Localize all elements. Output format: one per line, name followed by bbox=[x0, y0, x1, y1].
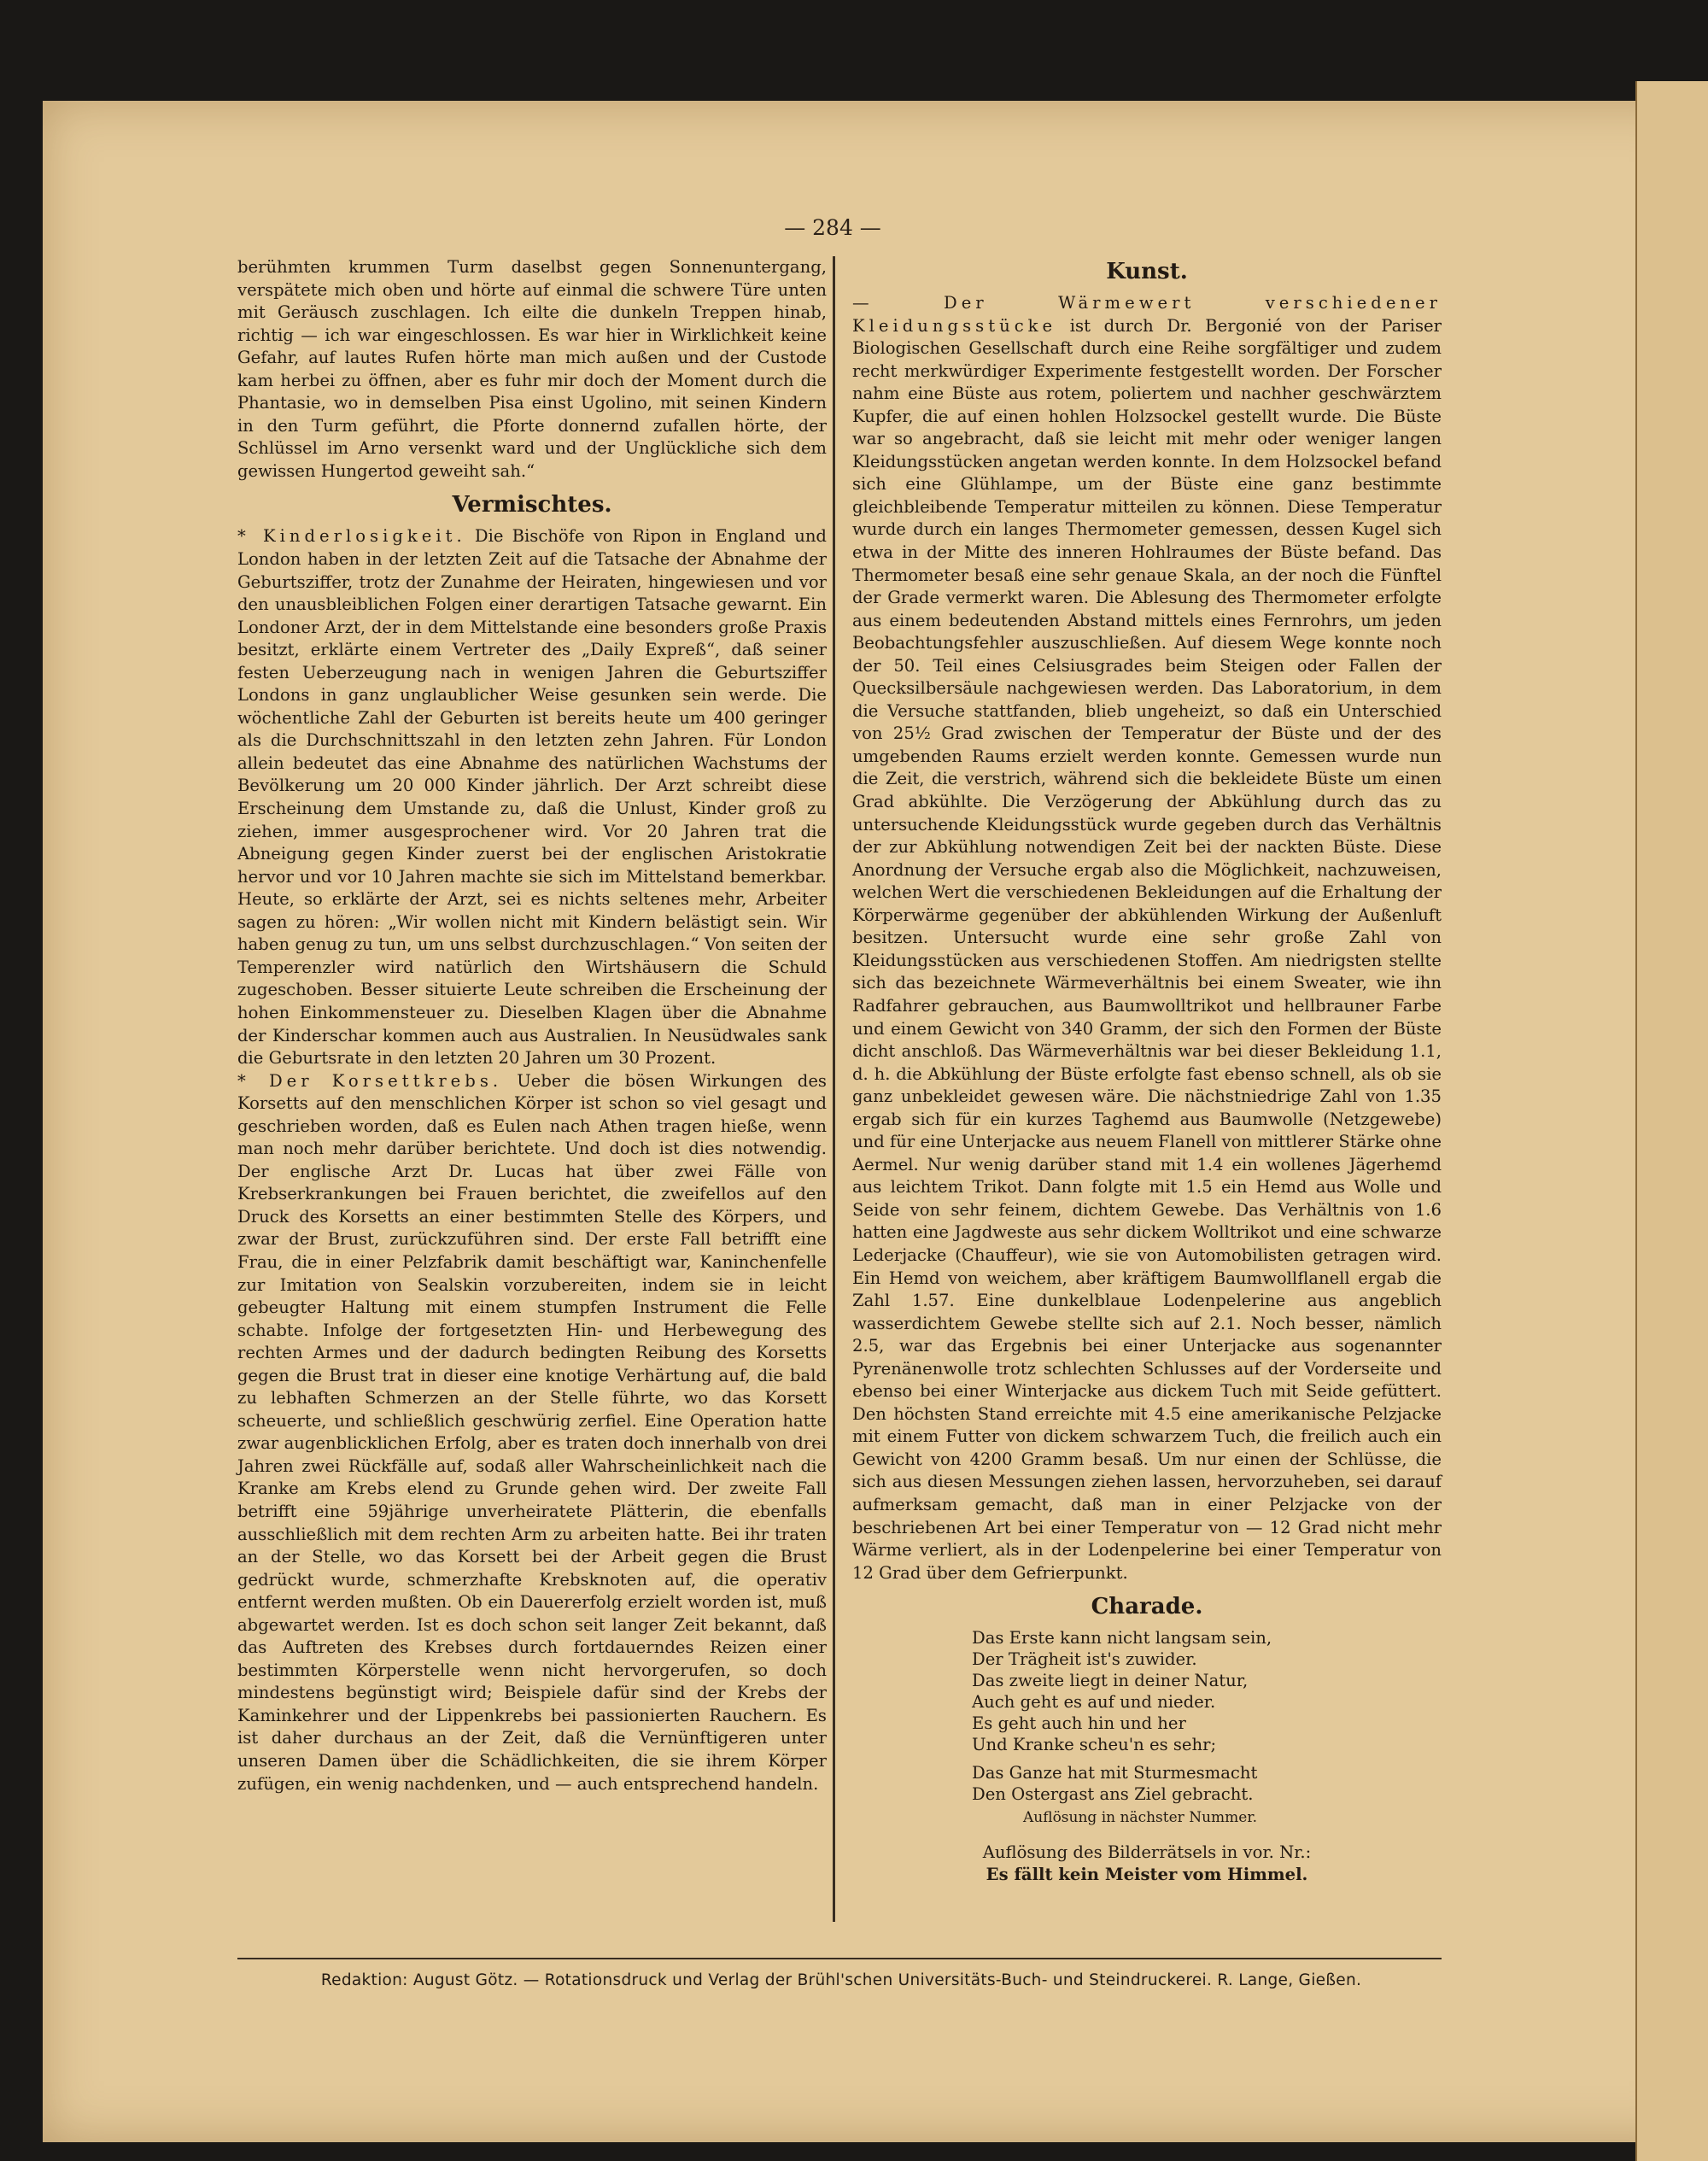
charade-line: Das Erste kann nicht langsam sein, bbox=[972, 1628, 1272, 1649]
charade-note: Auflösung in nächster Nummer. bbox=[1023, 1809, 1257, 1827]
charade-line: Es geht auch hin und her bbox=[972, 1713, 1186, 1734]
puzzle-solution-text: Es fällt kein Meister vom Himmel. bbox=[986, 1865, 1308, 1885]
charade-line: Auch geht es auf und nieder. bbox=[972, 1692, 1216, 1713]
charade-line: Der Trägheit ist's zuwider. bbox=[972, 1649, 1197, 1670]
puzzle-solution-title: Auflösung des Bilderrätsels in vor. Nr.: bbox=[982, 1842, 1312, 1862]
charade-line: Den Ostergast ans Ziel gebracht. bbox=[972, 1784, 1254, 1805]
column-divider bbox=[833, 256, 835, 1922]
section-heading-vermischtes: Vermischtes. bbox=[452, 492, 612, 518]
stanza-gap bbox=[972, 1755, 1442, 1762]
article-waermewert bbox=[852, 292, 1442, 1584]
article-kinderlosigkeit bbox=[237, 525, 827, 1069]
section-heading-kunst: Kunst. bbox=[1106, 259, 1188, 284]
article-title-waermewert: — Der Wärmewert verschiedener Kleidungsstücke bbox=[852, 293, 1442, 336]
article-title-kinderlosigkeit: * Kinderlosigkeit. bbox=[237, 526, 466, 547]
right-column bbox=[852, 256, 1442, 1887]
left-intro-paragraph: berühmten krummen Turm daselbst gegen Sonnenuntergang, verspätete mich oben und hörte auf einmal die schwere Türe unten mit Geräusch zuschlagen. Ich eilte die dunkeln Treppen hinab, richtig — ich war eingeschlossen. Es war hier in Wirklichkeit keine Gefahr, auf lautes Rufen hörte man mich außen und der Custode kam herbei zu öffnen, aber es fuhr mir doch der Moment durch die Phantasie, wo in demselben Pisa einst Ugolino, mit seinen Kindern in den Turm geführt, die Pforte donnernd zufallen hörte, der Schlüssel im Arno versenkt ward und der Unglückliche sich dem gewissen Hungertod geweiht sah.“ bbox=[237, 257, 827, 481]
imprint-footer: Redaktion: August Götz. — Rotationsdruck und Verlag der Brühl'schen Universitäts-Buch- und Steindruckerei. R. Lange, Gießen. bbox=[320, 1971, 1362, 1989]
charade-line: Das Ganze hat mit Sturmesmacht bbox=[972, 1763, 1258, 1783]
charade-line: Und Kranke scheu'n es sehr; bbox=[972, 1735, 1217, 1755]
article-text-kinderlosigkeit: Die Bischöfe von Ripon in England und London haben in der letzten Zeit auf die Tatsache der Abnahme der Geburtsziffer, trotz der Zunahme der Heiraten, hingewiesen und vor den unausbleiblichen Folgen einer derartigen Tatsache gewarnt. Ein Londoner Arzt, der in dem Mittelstande eine besonders große Praxis besitzt, erklärte einem Vertreter des „Daily Expreß“, daß seiner festen Ueberzeugung nach in wenigen Jahren die Geburtsziffer Londons in ganz unglaublicher Weise gesunken sein werde. Die wöchentliche Zahl der Geburten ist bereits heute um 400 geringer als die Durchschnittszahl in den letzten zehn Jahren. Für London allein bedeutet das eine Abnahme des natürlichen Wachstums der Bevölkerung um 20 000 Kinder jährlich. Der Arzt schreibt diese Erscheinung dem Umstande zu, daß die Unlust, Kinder groß zu ziehen, immer ausgesprochener wird. Vor 20 Jahren trat die Abneigung gegen Kinder zuerst bei der englischen Aristokratie hervor und vor 10 Jahren machte sie sich im Mittelstand bemerkbar. Heute, so erklärte der Arzt, sei es nichts seltenes mehr, Arbeiter sagen zu hören: „Wir wollen nicht mit Kindern belästigt sein. Wir haben genug zu tun, um uns selbst durchzuschlagen.“ Von seiten der Temperenzler wird natürlich den Wirtshäusern die Schuld zugeschoben. Besser situierte Leute schreiben die Erscheinung der hohen Einkommensteuer zu. Dieselben Klagen über die Abnahme der Kinderschar kommen auch aus Australien. In Neusüdwales sank die Geburtsrate in den letzten 20 Jahren um 30 Prozent. bbox=[237, 526, 827, 1069]
charade-poem bbox=[852, 1627, 1442, 1830]
article-title-korsettkrebs: * Der Korsettkrebs. bbox=[237, 1070, 503, 1091]
charade-line: Das zweite liegt in deiner Natur, bbox=[972, 1671, 1249, 1691]
puzzle-solution bbox=[852, 1842, 1442, 1887]
adjacent-page-edge bbox=[1635, 81, 1708, 2161]
article-korsettkrebs bbox=[237, 1070, 827, 1796]
section-heading-charade: Charade. bbox=[1091, 1594, 1203, 1620]
page-number: — 284 — bbox=[784, 215, 881, 240]
left-column bbox=[237, 256, 827, 1795]
article-text-waermewert: ist durch Dr. Bergonié von der Pariser Biologischen Gesellschaft durch eine Reihe sorgfältiger und zudem recht merkwürdiger Experimente festgestellt worden. Der Forscher nahm eine Büste aus rotem, poliertem und nachher geschwärztem Kupfer, die auf einen hohlen Holzsockel gestellt wurde. Die Büste war so angebracht, daß sie leicht mit mehr oder weniger langen Kleidungsstücken angetan werden konnte. In dem Holzsockel befand sich eine Glühlampe, um der Büste eine ganz bestimmte gleichbleibende Temperatur mitteilen zu können. Diese Temperatur wurde durch ein langes Thermometer gemessen, dessen Kugel sich etwa in der Mitte des inneren Hohlraumes der Büste befand. Das Thermometer besaß eine sehr genaue Skala, an der noch die Fünftel der Grade vermerkt waren. Die Ablesung des Thermometer erfolgte aus einem bedeutenden Abstand mittels eines Fernrohrs, um jeden Beobachtungsfehler auszuschließen. Auf diesem Wege konnte noch der 50. Teil eines Celsiusgrades beim Steigen oder Fallen der Quecksilbersäule nachgewiesen werden. Das Laboratorium, in dem die Versuche stattfanden, blieb ungeheizt, so daß ein Unterschied von 25½ Grad zwischen der Temperatur der Büste und der des umgebenden Raums erzielt werden konnte. Gemessen wurde nun die Zeit, die verstrich, während sich die bekleidete Büste um einen Grad abkühlte. Die Verzögerung der Abkühlung durch das zu untersuchende Kleidungsstück wurde gegeben durch das Verhältnis der zur Abkühlung notwendigen Zeit bei der nackten Büste. Diese Anordnung der Versuche ergab also die Möglichkeit, nachzuweisen, welchen Wert die verschiedenen Bekleidungen auf die Erhaltung der Körperwärme gegenüber der abkühlenden Wirkung der Außenluft besitzen. Untersucht wurde eine sehr große Zahl von Kleidungsstücken aus verschiedenen Stoffen. Am niedrigsten stellte sich das bezeichnete Wärmeverhältnis bei einem Sweater, wie ihn Radfahrer gebrauchen, aus Baumwolltrikot und hellbrauner Farbe und einem Gewicht von 340 Gramm, der sich den Formen der Büste dicht anschloß. Das Wärmeverhältnis war bei dieser Bekleidung 1.1, d. h. die Abkühlung der Büste erfolgte fast ebenso schnell, als ob sie ganz unbekleidet gewesen wäre. Die nächstniedrige Zahl von 1.35 ergab sich für ein kurzes Taghemd aus Baumwolle (Netzgewebe) und für eine Unterjacke aus neuem Flanell von mittlerer Stärke ohne Aermel. Nur wenig darüber stand mit 1.4 ein wollenes Jägerhemd aus leichtem Trikot. Dann folgte mit 1.5 ein Hemd aus Wolle und Seide von sehr feinem, dichtem Gewebe. Das Verhältnis von 1.6 hatten eine Jagdweste aus sehr dickem Wolltrikot und eine schwarze Lederjacke (Chauffeur), wie sie von Automobilisten getragen wird. Ein Hemd von weichem, aber kräftigem Baumwollflanell ergab die Zahl 1.57. Eine dunkelblaue Lodenpelerine aus angeblich wasserdichtem Gewebe stellte sich auf 2.1. Noch besser, nämlich 2.5, war das Ergebnis bei einer Unterjacke aus sogenannter Pyrenänenwolle trotz schlechten Schlusses auf der Vorderseite und ebenso bei einer Winterjacke aus dickem Tuch mit Seide gefüttert. Den höchsten Stand erreichte mit 4.5 eine amerikanische Pelzjacke mit einem Futter von dickem schwarzem Tuch, die freilich auch ein Gewicht von 4200 Gramm besaß. Um nur einen der Schlüsse, die sich aus diesen Messungen ziehen lassen, hervorzuheben, sei darauf aufmerksam gemacht, daß man in einer Pelzjacke von der beschriebenen Art bei einer Temperatur von — 12 Grad nicht mehr Wärme verliert, als in der Lodenpelerine bei einer Temperatur von 12 Grad über dem Gefrierpunkt. bbox=[852, 315, 1442, 1583]
footer-divider bbox=[237, 1958, 1442, 1959]
article-text-korsettkrebs: Ueber die bösen Wirkungen des Korsetts auf den menschlichen Körper ist schon so viel gesagt und geschrieben worden, daß es Eulen nach Athen tragen hieße, wenn man noch mehr darüber berichtete. Und doch ist dies notwendig. Der englische Arzt Dr. Lucas hat über zwei Fälle von Krebserkrankungen bei Frauen berichtet, die zweifellos auf den Druck des Korsetts an einer bestimmten Stelle des Körpers, und zwar der Brust, zurückzuführen sind. Der erste Fall betrifft eine Frau, die in einer Pelzfabrik damit beschäftigt war, Kaninchenfelle zur Imitation von Sealskin vorzubereiten, indem sie in leicht gebeugter Haltung mit einem stumpfen Instrument die Felle schabte. Infolge der fortgesetzten Hin- und Herbewegung des rechten Armes und der dadurch bedingten Reibung des Korsetts gegen die Brust trat in dieser eine knotige Verhärtung auf, die bald zu lebhaften Schmerzen an der Stelle führte, wo das Korsett scheuerte, und schließlich geschwürig zerfiel. Eine Operation hatte zwar augenblicklichen Erfolg, aber es traten doch innerhalb von drei Jahren zwei Rückfälle auf, sodaß aller Wahrscheinlichkeit nach die Kranke am Krebs elend zu Grunde gehen wird. Der zweite Fall betrifft eine 59jährige unverheiratete Plätterin, die ebenfalls ausschließlich mit dem rechten Arm zu arbeiten hatte. Bei ihr traten an der Stelle, wo das Korsett bei der Arbeit gegen die Brust gedrückt wurde, schmerzhafte Krebsknoten auf, die operativ entfernt werden mußten. Ob ein Dauererfolg erzielt worden ist, muß abgewartet werden. Ist es doch schon seit langer Zeit bekannt, daß das Auftreten des Krebses durch fortdauerndes Reizen einer bestimmten Körperstelle wenn nicht hervorgerufen, so doch mindestens begünstigt wird; Beispiele dafür sind der Krebs der Kaminkehrer und der Lippenkrebs bei passionierten Rauchern. Es ist daher durchaus an der Zeit, daß die Vernünftigeren unter unseren Damen über die Schädlichkeiten, die sie ihrem Körper zufügen, ein wenig nachdenken, und — auch entsprechend handeln. bbox=[237, 1070, 827, 1794]
